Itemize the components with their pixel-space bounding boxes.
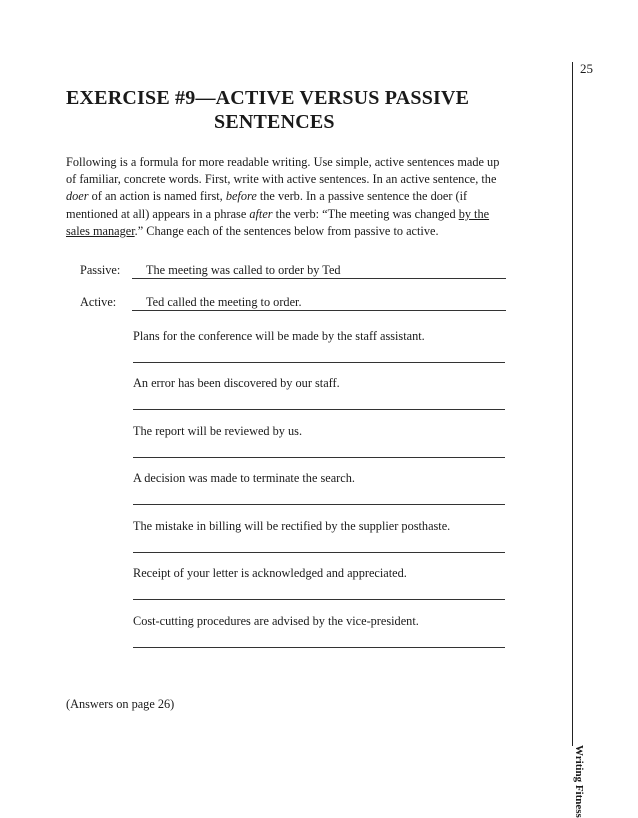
- answer-line[interactable]: [133, 362, 505, 363]
- intro-text-2: of an action is named first,: [88, 189, 226, 204]
- title-line-1: EXERCISE #9—ACTIVE VERSUS PASSIVE: [66, 87, 470, 109]
- intro-text-3: the verb. In a passive sentence the doer (if mentioned at all) appears in a phrase: [66, 189, 468, 221]
- example-active-row: [66, 295, 506, 315]
- active-example-text: Ted called the meeting to order.: [132, 295, 506, 311]
- item-sentence: Receipt of your letter is acknowledged and appreciated.: [133, 566, 407, 580]
- exercise-item-6: [133, 566, 505, 600]
- exercise-item-3: [133, 424, 505, 458]
- intro-paragraph: [66, 154, 506, 240]
- intro-doer: doer: [66, 189, 89, 204]
- passive-example-text: The meeting was called to order by Ted: [132, 263, 506, 279]
- active-label: Active:: [80, 295, 117, 309]
- exercise-item-4: [133, 471, 505, 505]
- page-number: 25: [580, 61, 593, 76]
- item-sentence: The mistake in billing will be rectified by the supplier posthaste.: [133, 519, 451, 533]
- intro-underlined: by the sales manager: [66, 206, 490, 238]
- exercise-item-5: [133, 519, 505, 553]
- exercise-item-1: [133, 329, 505, 363]
- exercise-title: [66, 86, 496, 134]
- answer-line[interactable]: [133, 552, 505, 553]
- title-line-2: SENTENCES: [214, 111, 335, 133]
- intro-after: after: [249, 206, 273, 221]
- answer-line[interactable]: [133, 457, 505, 458]
- side-rule: [572, 62, 573, 746]
- exercise-item-2: [133, 376, 505, 410]
- intro-text-5: .” Change each of the sentences below from passive to active.: [134, 223, 439, 238]
- item-sentence: Plans for the conference will be made by the staff assistant.: [133, 329, 425, 343]
- item-sentence: An error has been discovered by our staff.: [133, 376, 340, 390]
- example-passive-row: [66, 263, 506, 283]
- intro-text-1: Following is a formula for more readable writing. Use simple, active sentences made up of familiar, concrete words. First, write with active sentences. In an active sentence, the: [66, 155, 500, 187]
- intro-text-4: the verb: “The meeting was changed: [272, 206, 459, 221]
- item-sentence: The report will be reviewed by us.: [133, 424, 303, 438]
- exercise-item-7: [133, 614, 505, 648]
- answers-note: (Answers on page 26): [66, 697, 175, 711]
- passive-label: Passive:: [80, 263, 121, 277]
- running-head: Writing Fitness: [573, 745, 585, 818]
- intro-before: before: [225, 189, 257, 204]
- item-sentence: Cost-cutting procedures are advised by the vice-president.: [133, 614, 419, 628]
- answer-line[interactable]: [133, 504, 505, 505]
- answer-line[interactable]: [133, 599, 505, 600]
- answer-line[interactable]: [133, 409, 505, 410]
- answer-line[interactable]: [133, 647, 505, 648]
- item-sentence: A decision was made to terminate the search.: [133, 471, 355, 485]
